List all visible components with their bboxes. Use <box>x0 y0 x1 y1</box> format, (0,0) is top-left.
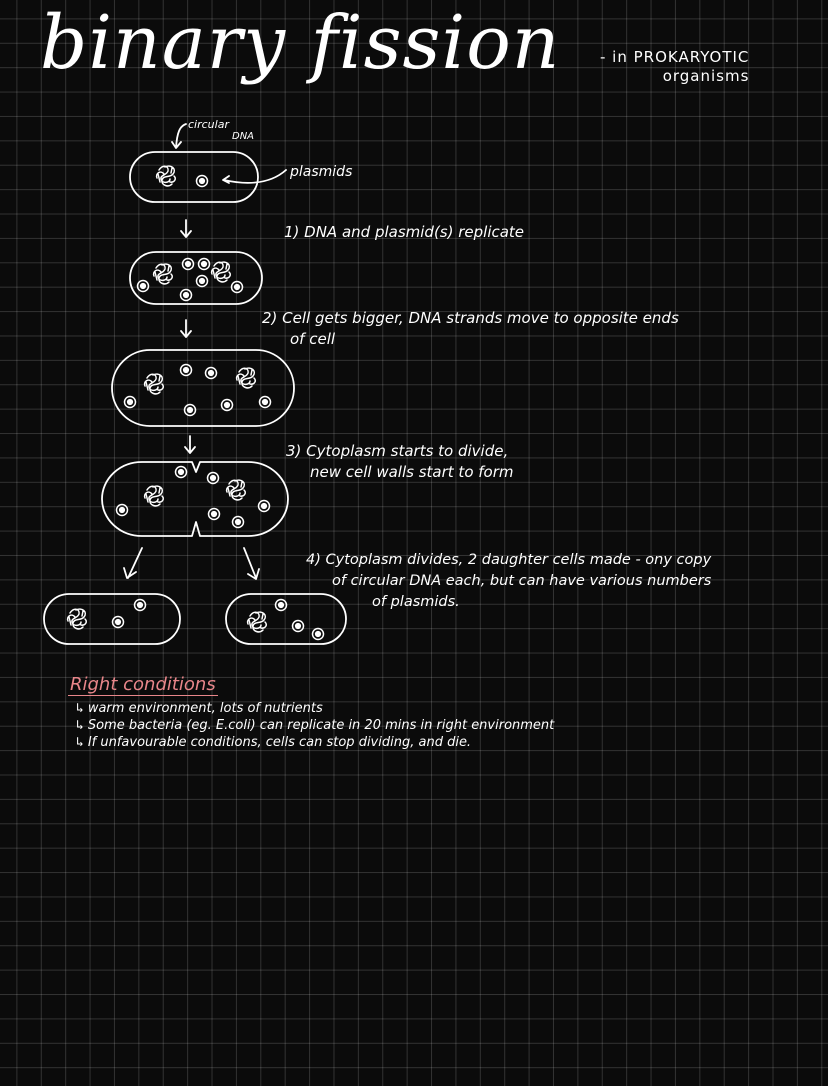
label-plasmids: plasmids <box>290 164 353 180</box>
step-4-text-cont: of circular DNA each, but can have various numbers <box>332 573 712 589</box>
arrow-down-right-icon <box>244 548 259 579</box>
page-title: binary fission <box>40 0 561 86</box>
step-3-text: 3) Cytoplasm starts to divide, <box>286 442 509 460</box>
conditions-heading: Right conditions <box>70 674 216 695</box>
list-item: ↳ warm environment, lots of nutrients <box>76 701 323 716</box>
subtitle-line-2: organisms <box>662 67 750 85</box>
arrow-down-icon <box>181 220 191 237</box>
step-2-text-cont: of cell <box>290 330 336 348</box>
list-item: ↳ If unfavourable conditions, cells can stop dividing, and die. <box>76 735 472 750</box>
cell-stage-3 <box>112 350 294 426</box>
step-2-text: 2) Cell gets bigger, DNA strands move to opposite ends <box>262 309 679 327</box>
return-arrow-icon: ↳ <box>76 718 84 733</box>
arrow-down-left-icon <box>124 548 142 578</box>
cell-stage-1 <box>130 124 286 202</box>
arrow-down-icon <box>185 436 195 453</box>
subtitle-line-1: - in PROKARYOTIC <box>600 48 750 66</box>
step-4-text-cont-2: of plasmids. <box>372 594 460 610</box>
return-arrow-icon: ↳ <box>76 735 84 750</box>
daughter-cell-left <box>44 594 180 644</box>
label-circular: circular <box>188 118 229 131</box>
arrow-down-icon <box>181 320 191 337</box>
return-arrow-icon: ↳ <box>76 701 84 716</box>
daughter-cell-right <box>226 594 346 644</box>
step-4-text: 4) Cytoplasm divides, 2 daughter cells made - ony copy <box>306 552 712 568</box>
step-3-text-cont: new cell walls start to form <box>310 463 514 481</box>
step-1-text: 1) DNA and plasmid(s) replicate <box>284 223 525 241</box>
label-dna: DNA <box>232 131 255 142</box>
cell-stage-2 <box>130 252 262 304</box>
list-item: ↳ Some bacteria (eg. E.coli) can replicate in 20 mins in right environment <box>76 718 555 733</box>
cell-stage-4 <box>102 462 288 536</box>
